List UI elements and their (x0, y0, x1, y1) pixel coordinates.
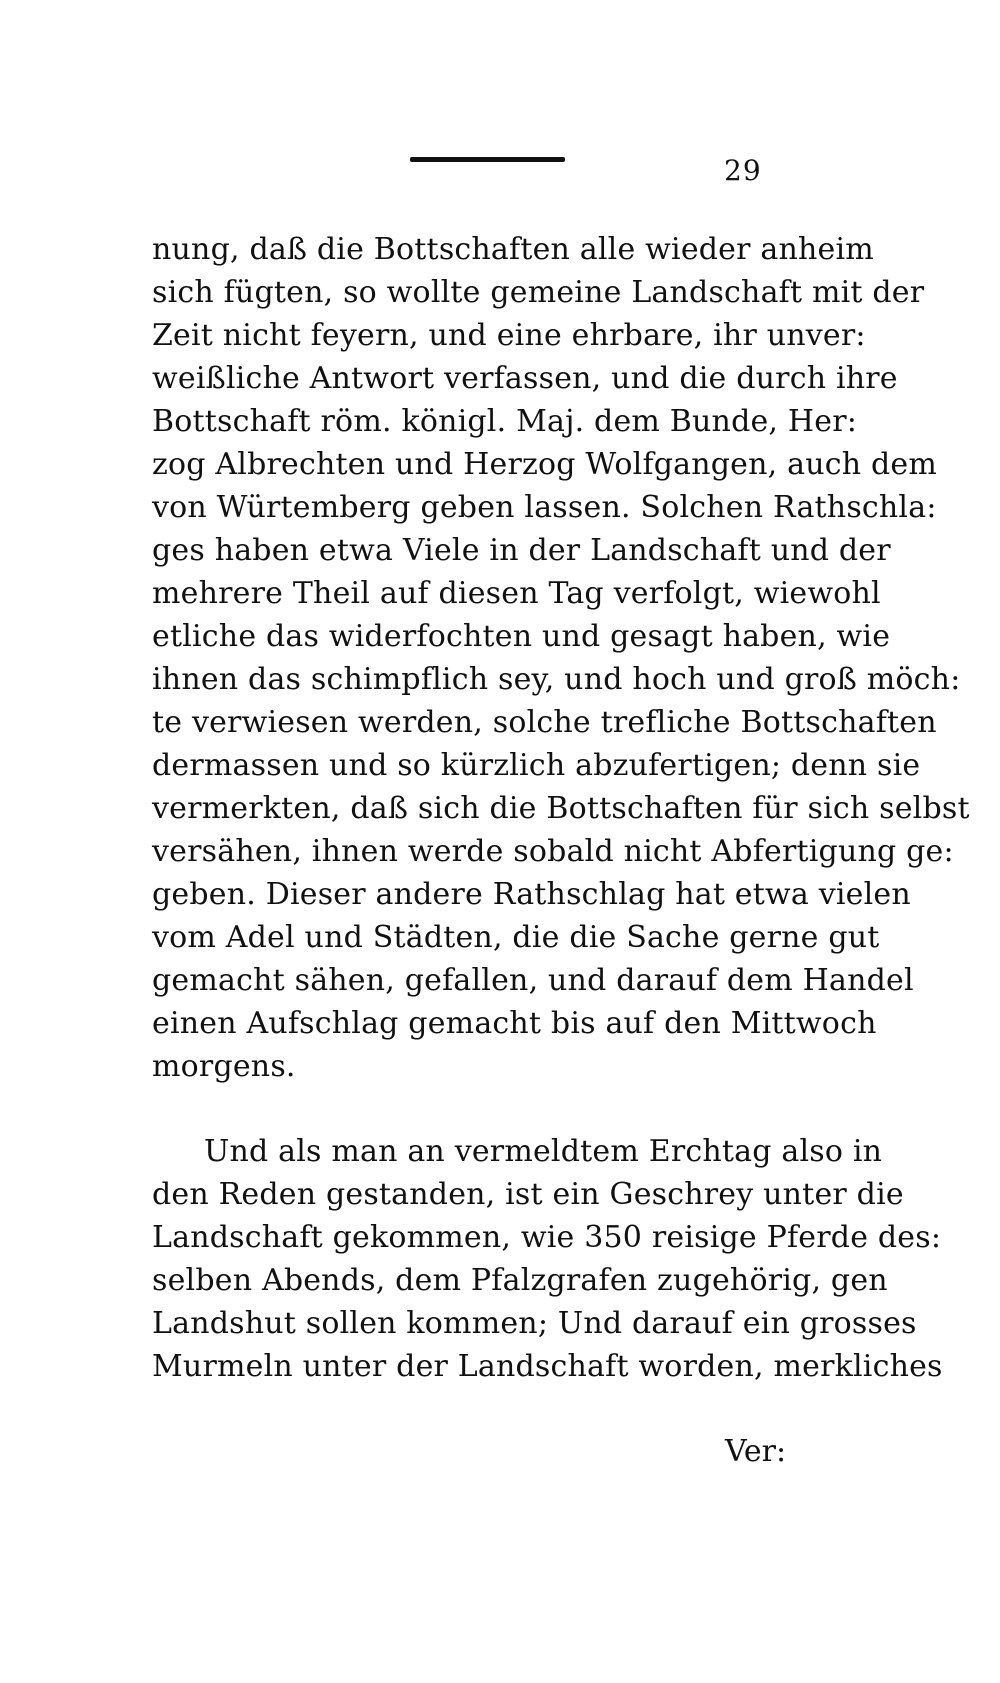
text-line: vom Adel und Städten, die die Sache gerne gut (152, 920, 880, 955)
text-line: dermassen und so kürzlich abzufertigen; denn sie (152, 748, 921, 783)
text-line: Zeit nicht feyern, und eine ehrbare, ihr unver: (152, 318, 866, 353)
text-line: vermerkten, daß sich die Bottschaften für sich selbst (152, 791, 970, 826)
text-line: einen Aufschlag gemacht bis auf den Mittwoch (152, 1006, 877, 1041)
text-line: zog Albrechten und Herzog Wolfgangen, auch dem (152, 447, 937, 482)
text-line: ges haben etwa Viele in der Landschaft und der (152, 533, 891, 568)
paragraph-2 (152, 1130, 943, 1388)
text-line: Landschaft gekommen, wie 350 reisige Pferde des: (152, 1220, 942, 1255)
catchword: Ver: (725, 1434, 787, 1469)
text-line: Bottschaft röm. königl. Maj. dem Bunde, Her: (152, 404, 858, 439)
text-line: Murmeln unter der Landschaft worden, merkliches (152, 1349, 943, 1384)
text-line: den Reden gestanden, ist ein Geschrey unter die (152, 1177, 904, 1212)
text-line: etliche das widerfochten und gesagt haben, wie (152, 619, 891, 654)
text-line: geben. Dieser andere Rathschlag hat etwa vielen (152, 877, 911, 912)
text-line: ihnen das schimpflich sey, und hoch und groß möch: (152, 662, 961, 697)
header-rule (410, 157, 565, 162)
text-line: nung, daß die Bottschaften alle wieder anheim (152, 232, 874, 267)
page-number: 29 (724, 154, 762, 187)
paragraph-1 (152, 228, 970, 1088)
text-line: te verwiesen werden, solche trefliche Bottschaften (152, 705, 937, 740)
text-line: mehrere Theil auf diesen Tag verfolgt, wiewohl (152, 576, 881, 611)
text-line: morgens. (152, 1049, 296, 1084)
text-line: weißliche Antwort verfassen, und die durch ihre (152, 361, 898, 396)
text-line: gemacht sähen, gefallen, und darauf dem Handel (152, 963, 914, 998)
text-line: Und als man an vermeldtem Erchtag also in (204, 1134, 883, 1169)
text-line: von Würtemberg geben lassen. Solchen Rathschla: (152, 490, 937, 525)
text-line: sich fügten, so wollte gemeine Landschaft mit der (152, 275, 925, 310)
text-line: versähen, ihnen werde sobald nicht Abfertigung ge: (152, 834, 954, 869)
text-line: Landshut sollen kommen; Und darauf ein grosses (152, 1306, 917, 1341)
text-line: selben Abends, dem Pfalzgrafen zugehörig, gen (152, 1263, 888, 1298)
